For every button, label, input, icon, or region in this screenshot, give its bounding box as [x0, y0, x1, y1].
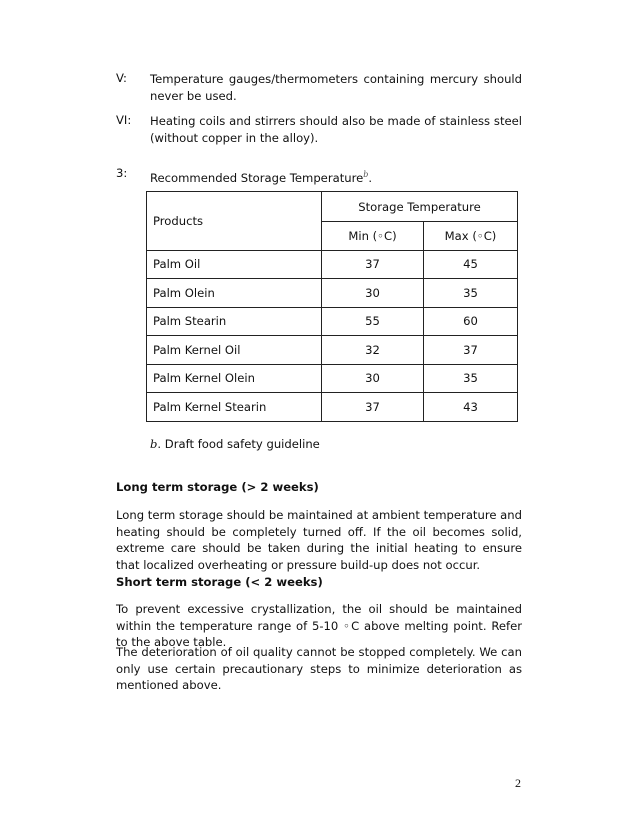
product-cell: Palm Kernel Olein: [147, 364, 322, 393]
list-item-text: Heating coils and stirrers should also be made of stainless steel (without copper in the alloy).: [150, 114, 522, 145]
min-cell: 37: [322, 250, 424, 279]
header-products: Products: [147, 192, 322, 251]
section-title-line: [150, 166, 522, 187]
section-number: 3:: [116, 166, 128, 180]
min-cell: 37: [322, 393, 424, 422]
section-title-end: .: [368, 170, 373, 185]
table-header-row: [147, 192, 518, 222]
short-term-heading: Short term storage (< 2 weeks): [116, 575, 323, 589]
storage-temperature-table: [146, 191, 518, 422]
footnote-text: . Draft food safety guideline: [157, 437, 320, 451]
header-min: Min (◦C): [322, 222, 424, 251]
table-row: [147, 364, 518, 393]
table-row: [147, 307, 518, 336]
product-cell: Palm Stearin: [147, 307, 322, 336]
max-cell: 37: [424, 336, 518, 365]
footnote-marker: b: [363, 170, 369, 179]
min-cell: 55: [322, 307, 424, 336]
product-cell: Palm Oil: [147, 250, 322, 279]
max-cell: 43: [424, 393, 518, 422]
min-cell: 30: [322, 279, 424, 308]
product-cell: Palm Olein: [147, 279, 322, 308]
short-term-paragraph: To prevent excessive crystallization, the oil should be maintained within the temperature range of 5-10 ◦C above melting point. Refer to the above table.: [116, 602, 522, 649]
table-footnote: [150, 437, 320, 451]
product-cell: Palm Kernel Stearin: [147, 393, 322, 422]
closing-paragraph: The deterioration of oil quality cannot be stopped completely. We can only use certain precautionary steps to minimize deterioration as mentioned above.: [116, 645, 522, 692]
header-storage-temperature: Storage Temperature: [322, 192, 518, 222]
max-cell: 35: [424, 279, 518, 308]
list-item-vi: [116, 113, 522, 147]
list-item-text: Temperature gauges/thermometers containing mercury should never be used.: [150, 72, 522, 103]
list-item-number: VI:: [116, 113, 132, 127]
table-row: [147, 336, 518, 365]
section-3-heading: [116, 166, 522, 187]
list-item-number: V:: [116, 71, 127, 85]
table-row: [147, 250, 518, 279]
table-row: [147, 393, 518, 422]
max-cell: 45: [424, 250, 518, 279]
min-cell: 32: [322, 336, 424, 365]
list-item-v: [116, 71, 522, 105]
table-row: [147, 279, 518, 308]
product-cell: Palm Kernel Oil: [147, 336, 322, 365]
long-term-paragraph: Long term storage should be maintained at ambient temperature and heating should be completely turned off. If the oil becomes solid, extreme care should be taken during the initial heating to ensure that localized overheating or pressure build-up does not occur.: [116, 508, 522, 572]
page-number: 2: [515, 776, 521, 790]
max-cell: 60: [424, 307, 518, 336]
section-title: Recommended Storage Temperature: [150, 170, 364, 185]
long-term-heading: Long term storage (> 2 weeks): [116, 480, 319, 494]
header-max: Max (◦C): [424, 222, 518, 251]
min-cell: 30: [322, 364, 424, 393]
footnote-letter: b: [150, 437, 158, 451]
max-cell: 35: [424, 364, 518, 393]
